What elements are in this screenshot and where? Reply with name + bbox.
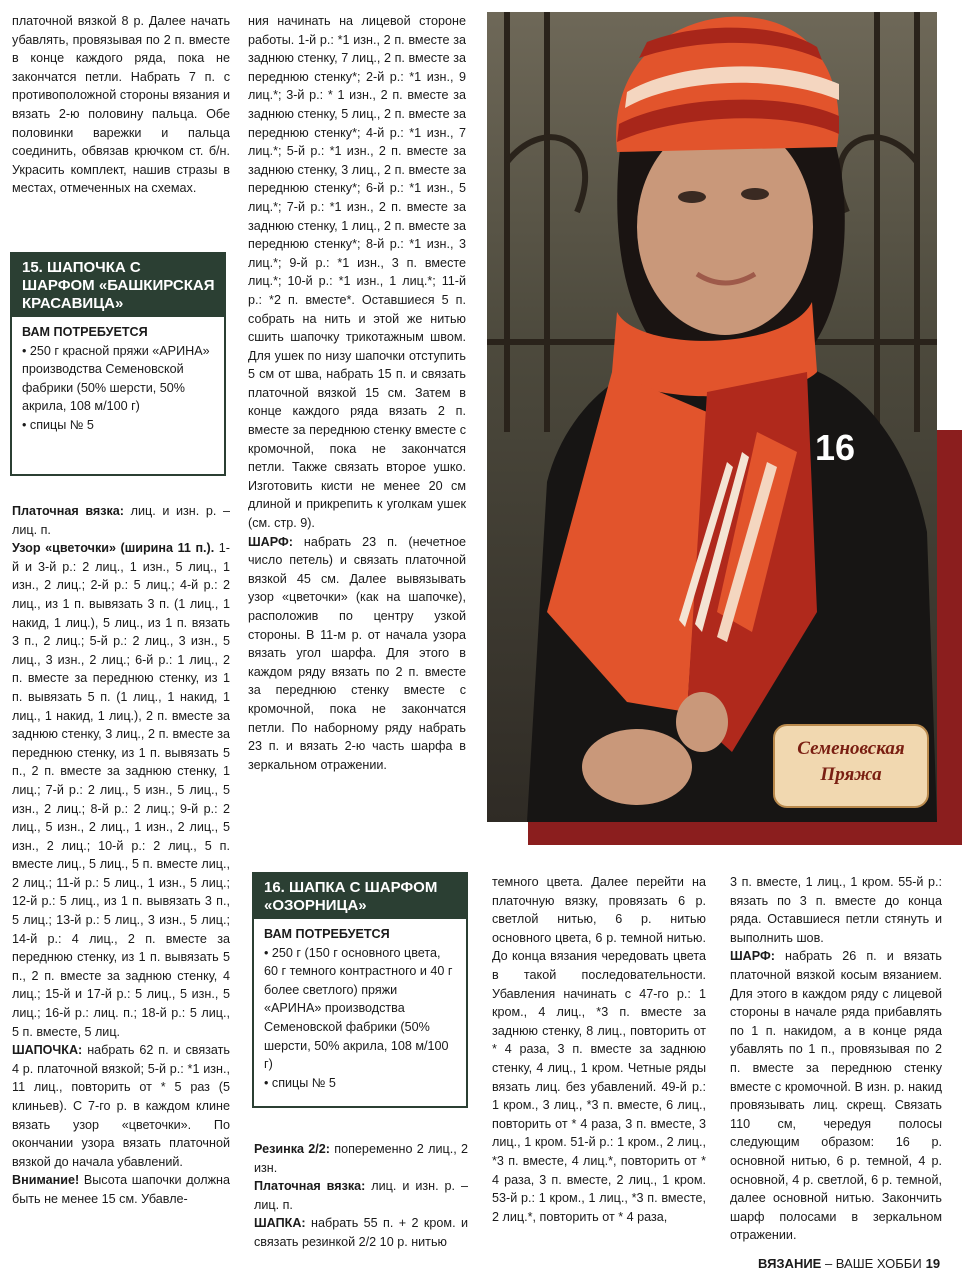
lead-label: Платочная вязка: <box>12 504 125 518</box>
paragraph-uzor <box>12 539 230 1041</box>
box-15-body <box>12 317 224 443</box>
materials-box-15 <box>10 252 226 476</box>
paragraph-text: Высота шапочки должна быть не менее 15 см. Убавле- <box>12 1173 230 1206</box>
page-number: 19 <box>925 1256 941 1271</box>
paragraph-shapochka <box>12 1041 230 1171</box>
box-16-need-heading: ВАМ ПОТРЕБУЕТСЯ <box>264 927 390 941</box>
paragraph: темного цвета. Далее перейти на платочную вязку, провязать 6 р. светлой нитью, 6 р. нитью основного цвета, 6 р. темной нитью. До конца вязания чередовать цвета в такой последовательности. Убавления начинать с 47-го р.: 1 кром., 4 лиц., *3 п. вместе за заднюю стенку, 8 лиц., повторить от * 4 раза, 3 п. вместе за заднюю стенку, 4 лиц., 1 кром. Четные ряды вязать лиц. без убавлений. 49-й р.: 1 кром., 3 лиц., *3 п. вместе, 6 лиц., повторить от * 4 раза, 3 п. вместе, 3 лиц., 1 кром. 51-й р.: 1 кром., 2 лиц., *3 п. вместе, 4 лиц.*, повторить от * 4 раза, 3 п. вместе, 2 лиц., 1 кром. 53-й р.: 1 кром., 1 лиц., *3 п. вместе, 2 лиц.*, повторить от * 4 раза, <box>492 875 706 1224</box>
col3-text <box>492 873 706 1226</box>
hand-left <box>582 729 692 805</box>
paragraph-text: набрать 26 п. и вязать платочной вязкой косым вязанием. Для этого в каждом ряду с лицевой стороны в начале ряда прибавлять по 1 п. накидом, а в конце ряда убавлять по 1 п., провязывая по 2 п. вместе за переднюю стенку вместе с кромочной. В изн. р. накид провязывать лиц. скрещ. Связать 110 см, чередуя полосы следующим образом: 16 р. основной нитью, 6 р. темной, 4 р. основной, 4 р. светлой, 6 р. темной, далее основной нитью. Закончить шарф полосами в зеркальном отражении. <box>730 949 942 1243</box>
eye-left <box>678 191 706 203</box>
model-photo <box>487 12 937 822</box>
paragraph: 3 п. вместе, 1 лиц., 1 кром. 55-й р.: вязать по 3 п. вместе до конца ряда. Оставшиеся петли стянуть и выполнить шов. <box>730 875 942 945</box>
col4-text <box>730 873 942 1245</box>
lead-label: Резинка 2/2: <box>254 1142 330 1156</box>
col1-top-text <box>12 12 230 198</box>
lead-label: ШАРФ: <box>730 949 775 964</box>
face <box>637 119 813 335</box>
col1-main-text <box>12 502 230 1209</box>
paragraph: платочной вязкой 8 р. Далее начать убавлять, провязывая по 2 п. вместе в конце каждого ряда, пока не закончатся петли. Набрать 7 п. с противоположной стороны вязания и вязать 2-ю половину пальца. Обе половинки варежки и пальца соединить, обвязав крючком ст. б/н. Украсить комплект, нашив стразы в местах, отмеченных на схемах. <box>12 14 230 196</box>
paragraph: ния начинать на лицевой стороне работы. 1-й р.: *1 изн., 2 п. вместе за заднюю стенку, 7 лиц., 2 п. вместе за переднюю стенку*; 2-й р.: *1 изн., 9 лиц.*; 3-й р.: * 1 изн., 2 п. вместе за заднюю стенку, 5 лиц., 2 п. вместе за переднюю стенку*; 4-й р.: *1 изн., 7 лиц.*; 5-й р.: *1 изн., 2 п. вместе за заднюю стенку, 3 лиц., 2 п. вместе за переднюю стенку*; 6-й р.: *1 изн., 5 лиц.*; 7-й р.: *1 изн., 2 п. вместе за заднюю стенку, 1 лиц., 2 п. вместе за переднюю стенку*; 8-й р.: *1 изн., 3 лиц.*; 9-й р.: *1 изн., 3 п. вместе лиц.*; 10-й р.: *1 изн., 1 лиц.*; 11-й р.: *2 п. вместе*. Оставшиеся 5 п. собрать на нить и этой же нитью сшить шапочку трикотажным швом. Для ушек по низу шапочки отступить 5 см от шва, набрать 15 п. и связать платочной вязкой 15 см. Затем в конце каждого ряда вязать 2 п. вместе за переднюю стенку вместе с кромочной, пока не закончатся петли. Также связать второе ушко. Изготовить кисти не менее 20 см длиной и прикрепить к уголкам ушек (см. стр. 9). <box>248 14 466 531</box>
col2-bottom-text <box>254 1140 468 1252</box>
materials-box-16 <box>252 872 468 1108</box>
logo-line-1: Семеновская <box>797 738 905 759</box>
box-15-item-yarn: • 250 г красной пряжи «АРИНА» производства Семеновской фабрики (50% шерсти, 50% акрила, 108 м/100 г) <box>22 343 210 414</box>
col2-text <box>248 12 466 774</box>
paragraph-text: набрать 62 п. и связать 4 р. платочной вязкой; 5-й р.: *1 изн., 11 лиц., повторить от * 5 раз (5 клиньев). С 7-го р. в каждом клине вязать узор «цветочки». По окончании узора вязать платочной вязкой до начала убавлений. <box>12 1043 230 1169</box>
lead-label: Внимание! <box>12 1173 80 1188</box>
box-15-item-needles: • спицы № 5 <box>22 417 94 432</box>
lead-label: Платочная вязка: <box>254 1179 366 1194</box>
paragraph-text: лиц. и изн. р. – лиц. п. <box>254 1179 468 1212</box>
paragraph-platochnaya <box>12 502 230 539</box>
paragraph-text: 1-й и 3-й р.: 2 лиц., 1 изн., 5 лиц., 1 изн., 2 лиц.; 2-й р.: 5 лиц.; 4-й р.: 2 лиц., из 1 п. вывязать 3 п. (1 лиц., 1 накид, 1 лиц.), 5 лиц., из 1 п. вязать 3 п., 2 лиц.; 5-й р.: 2 лиц., 3 изн., 5 лиц., 3 изн., 2 лиц.; 6-й р.: 1 лиц., 2 п. вместе за переднюю стенку, из 1 п. вывязать 5 п. (1 лиц., 1 накид, 1 лиц., 1 накид, 1 лиц.), 2 п. вместе за заднюю стенку, 3 лиц., 2 п. вместе за переднюю стенку, из 1 п. вывязать 5 п., 2 п. вместе за заднюю стенку, 1 лиц.; 7-й р.: 2 лиц., 5 изн., 5 лиц., 5 изн., 2 лиц.; 8-й р.: 2 лиц.; 9-й р.: 2 лиц., 5 изн., 2 лиц., 1 изн., 2 лиц., 5 изн., 2 лиц.; 10-й р.: 2 лиц., 5 п. вместе лиц., 5 лиц., 5 п. вместе лиц., 2 лиц.; 11-й р.: 5 лиц., 1 изн., 5 лиц.; 12-й р.: 5 лиц., из 1 п. вывязать 3 п., 5 лиц.; 13-й р.: 5 лиц., 3 изн., 5 лиц.; 14-й р.: 4 лиц., 2 п. вместе за переднюю стенку, из 1 п. вывязать 5 п., 2 п. вместе за заднюю стенку, 4 лиц.; 15-й и 17-й р.: 5 лиц., 5 изн., 5 лиц.; 16-й р.: лиц. п.; 18-й р.: 5 лиц., 5 п. вместе, 5 лиц. <box>12 541 230 1039</box>
paragraph-text: лиц. и изн. р. – лиц. п. <box>12 504 230 537</box>
paragraph-platochnaya-2 <box>254 1177 468 1214</box>
paragraph-text: набрать 55 п. + 2 кром. и связать резинкой 2/2 10 р. нитью <box>254 1216 468 1249</box>
box-16-title: 16. ШАПКА С ШАРФОМ «ОЗОРНИЦА» <box>254 874 466 919</box>
page-footer <box>758 1256 940 1271</box>
box-15-need-heading: ВАМ ПОТРЕБУЕТСЯ <box>22 325 148 339</box>
footer-tagline: – ВАШЕ ХОББИ <box>821 1256 922 1271</box>
paragraph-text: попеременно 2 лиц., 2 изн. <box>254 1142 468 1175</box>
box-16-item-needles: • спицы № 5 <box>264 1075 336 1090</box>
lead-label: Узор «цветочки» (ширина 11 п.). <box>12 541 215 556</box>
paragraph-rezinka <box>254 1140 468 1177</box>
lead-label: ШАРФ: <box>248 534 293 549</box>
brand-logo <box>773 724 929 808</box>
maroon-frame-bottom <box>528 820 962 845</box>
lead-label: ШАПКА: <box>254 1216 306 1231</box>
maroon-frame-right <box>935 430 962 845</box>
project-number-badge: 16 <box>815 427 856 468</box>
paragraph-shapka <box>254 1214 468 1251</box>
box-15-title: 15. ШАПОЧКА С ШАРФОМ «БАШКИРСКАЯ КРАСАВИЦА» <box>12 254 224 317</box>
photo-illustration <box>487 12 937 822</box>
eye-right <box>741 188 769 200</box>
logo-line-2: Пряжа <box>820 764 882 785</box>
hand-right <box>676 692 728 752</box>
box-16-item-yarn: • 250 г (150 г основного цвета, 60 г темного контрастного и 40 г более светлого) пряжи «АРИНА» производства Семеновской фабрики (50% шерсти, 50% акрила, 108 м/100 г) <box>264 945 453 1072</box>
footer-magazine-name: ВЯЗАНИЕ <box>758 1256 822 1271</box>
box-16-body <box>254 919 466 1100</box>
paragraph-vnimanie <box>12 1171 230 1208</box>
striped-hat <box>616 17 839 152</box>
lead-label: ШАПОЧКА: <box>12 1043 83 1058</box>
paragraph-sharf-2 <box>730 947 942 1245</box>
paragraph-text: набрать 23 п. (нечетное число петель) и связать платочной вязкой 45 см. Далее вывязывать узор «цветочки» (как на шапочке), расположив по центру узкой стороны. В 11-м р. от начала узора вязать угол шарфа. Для этого в каждом ряду вязать по 2 п. вместе за переднюю стенку вместе с кромочной, пока не закончатся петли. По наборному ряду набрать 23 п. и вязать 2-ю часть шарфа в зеркальном отражении. <box>248 534 466 772</box>
paragraph-sharf <box>248 533 466 775</box>
